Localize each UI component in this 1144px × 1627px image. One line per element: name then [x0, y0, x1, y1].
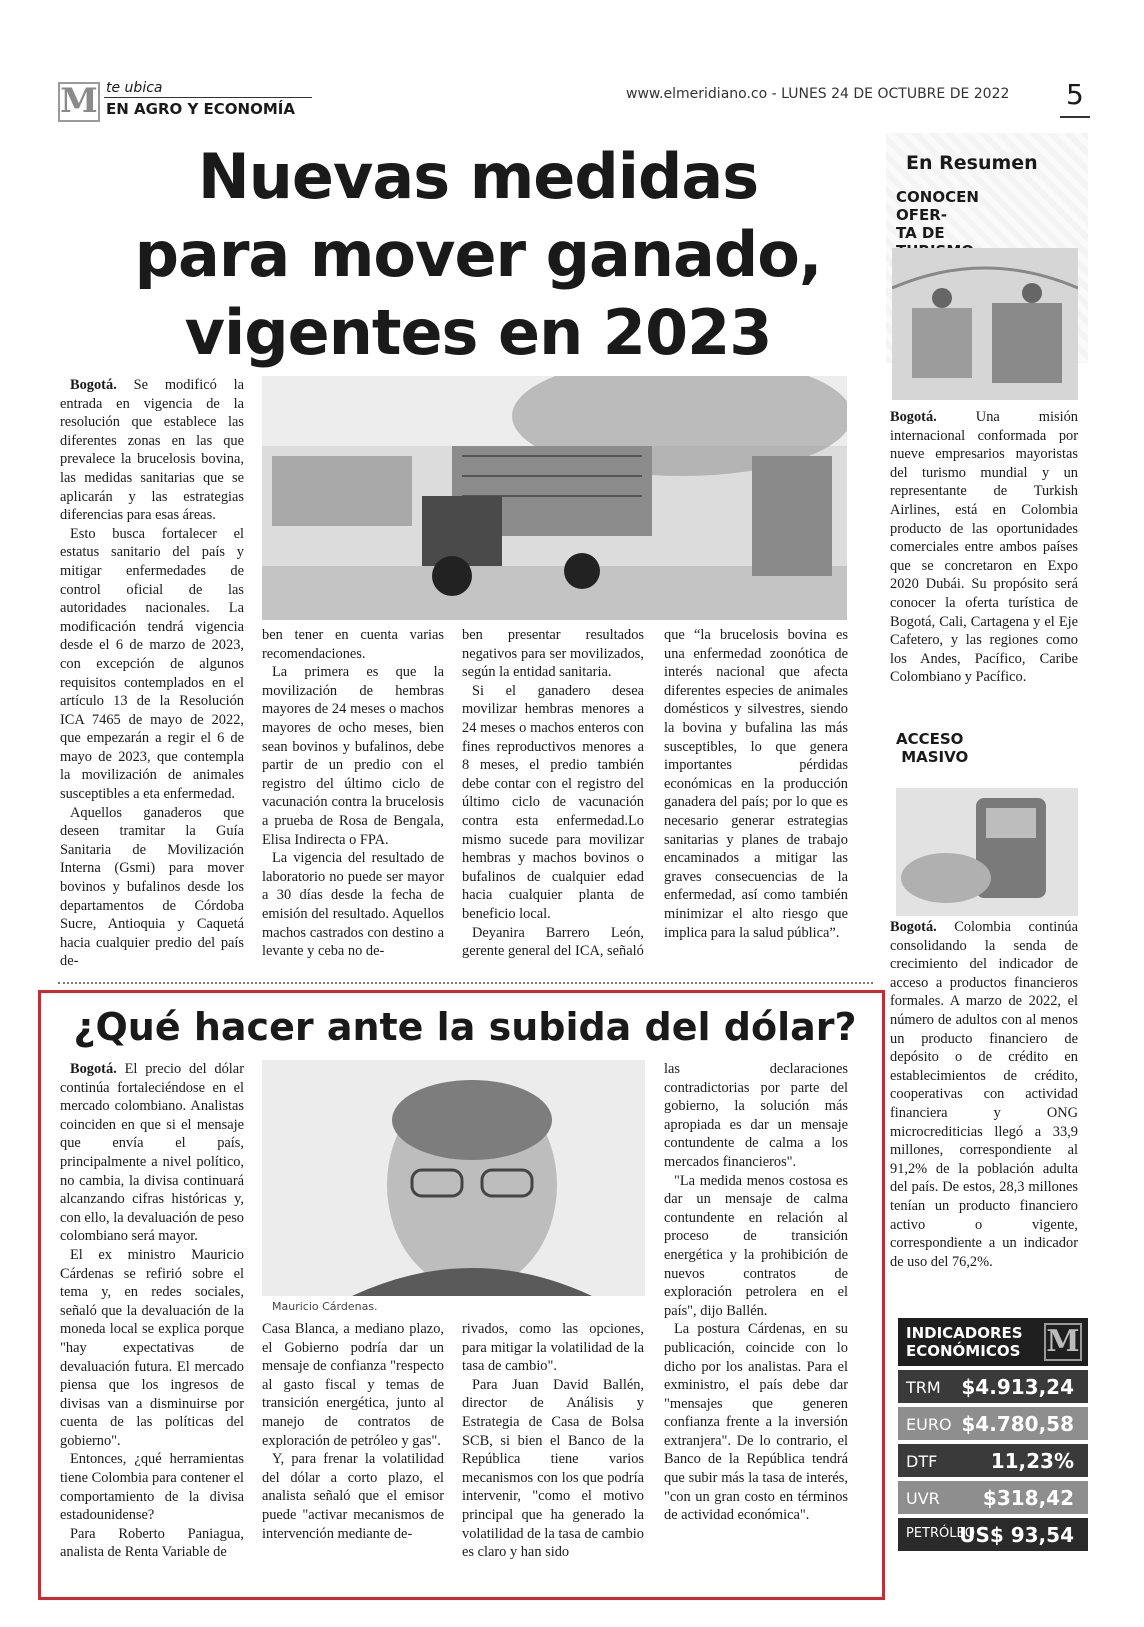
paragraph: Esto busca fortalecer el estatus sanitario del país y mitigar enfermedades de control oficial de las autoridades nacionales. La modificación tendrá vigencia desde el 6 de marzo de 2023, con excepción de algunos requisitos contemplados en el artículo 13 de la Resolución ICA 7465 de mayo de 2022, que empezarán a regir el 6 de mayo de 2023, que contempla la movilización de animales susceptibles a eta enfermedad.	[60, 525, 244, 803]
photo-caption: Mauricio Cárdenas.	[272, 1300, 378, 1313]
paragraph: "La medida menos costosa es dar un mensaje de calma contundente en relación al proceso de transición energética y la prohibición de nuevos contratos de exploración petrolera en el país", dijo Ballén.	[664, 1172, 848, 1319]
paragraph: Casa Blanca, a mediano plazo, el Gobierno podría dar un mensaje de confianza "respecto al gasto fiscal y temas de transición energética, junto al manejo de contratos de exploración de petróleo y gas".	[262, 1321, 444, 1449]
main-article-col-1	[60, 376, 244, 971]
indicators-header	[898, 1318, 1088, 1366]
indicator-row	[898, 1518, 1088, 1551]
second-article-col-2	[262, 1320, 444, 1543]
newspaper-logo: M	[58, 82, 100, 122]
paragraph: El precio del dólar continúa fortaleciéndose en el mercado colombiano. Analistas coinciden en que si el mensaje que envía el país, principalmente a nivel político, no cambia, la divisa continuará alcanzando cifras históricas y, con ello, la devaluación de peso colombiano será mayor.	[60, 1061, 244, 1245]
indicator-label: EURO	[906, 1415, 952, 1434]
main-article-col-3	[462, 626, 644, 961]
section-divider	[104, 97, 312, 98]
indicator-row	[898, 1370, 1088, 1403]
portrait-illustration	[262, 1060, 645, 1296]
card-payment-photo	[896, 788, 1078, 916]
paragraph: ben tener en cuenta varias recomendaciones.	[262, 627, 444, 662]
paragraph: las declaraciones contradictorias por parte del gobierno, la solución más apropiada es dar un mensaje contundente de calma a los mercados financieros".	[664, 1061, 848, 1170]
cattle-truck-illustration	[262, 376, 847, 620]
indicators-title: INDICADORES ECONÓMICOS	[906, 1324, 1023, 1360]
page-number-underline	[1060, 116, 1090, 118]
paragraph: que “la brucelosis bovina es una enfermedad zoonótica de interés nacional que afecta diferentes especies de animales domésticos y silvestres, siendo la bovina y bufalina las más susceptibles, lo que genera importantes pérdidas económicas en la producción ganadera del país; por lo que es necesario generar estrategias sanitarias y planes de trabajo encaminados a mitigar las graves consecuencias de la enfermedad, así como también minimizar el alto riesgo que implica para la salud pública”.	[664, 627, 848, 941]
indicator-label: TRM	[906, 1378, 941, 1397]
date-line: www.elmeridiano.co - LUNES 24 DE OCTUBRE DE 2022	[626, 86, 1010, 102]
second-article-col-4	[664, 1060, 848, 1525]
main-article-col-2	[262, 626, 444, 961]
sidebar-item-1-heading: CONOCEN OFER- TA DE	[896, 188, 979, 242]
indicator-row	[898, 1444, 1088, 1477]
page-number: 5	[1066, 78, 1084, 111]
main-headline: Nuevas medidas para mover ganado, vigentes en 2023	[134, 140, 822, 369]
tourism-illustration	[892, 248, 1078, 400]
second-article-col-1	[60, 1060, 244, 1562]
dateline: Bogotá.	[890, 409, 937, 425]
tourism-photo	[892, 248, 1078, 400]
mauricio-cardenas-photo	[262, 1060, 645, 1296]
paragraph: Una misión internacional conformada por nueve empresarios mayoristas del turismo mundial y un representante de Turkish Airlines, está en Colombia producto de las oportunidades comerciales entre ambos países que se concretaron en Expo 2020 Dubái. Su propósito será conocer la oferta turística de Bogotá, Cali, Cartagena y el Eje Cafetero, y las regiones como los Andes, Pacífico, Caribe Colombiano y Pacífico.	[890, 409, 1078, 686]
section-name: EN AGRO Y ECONOMÍA	[106, 100, 295, 118]
paragraph: ben presentar resultados negativos para ser movilizados, según la entidad sanitaria.	[462, 627, 644, 681]
second-article-col-3	[462, 1320, 644, 1562]
paragraph: La vigencia del resultado de laboratorio no puede ser mayor a 30 días desde la fecha de emisión del resultado. Aquellos machos castrados con destino a levante y ceba no de-	[262, 850, 444, 960]
indicator-label: DTF	[906, 1452, 938, 1471]
paragraph: Para Roberto Paniagua, analista de Renta Variable de	[60, 1525, 244, 1561]
second-headline: ¿Qué hacer ante la subida del dólar?	[73, 1005, 857, 1049]
indicator-row	[898, 1407, 1088, 1440]
paragraph: Se modificó la entrada en vigencia de la resolución que establece las diferentes zonas en las que prevalece la brucelosis bovina, las medidas sanitarias que se aplicarán y las estrategias diferencias para esas áreas.	[60, 377, 244, 524]
paragraph: Deyanira Barrero León, gerente general del ICA, señaló	[462, 924, 644, 960]
cattle-truck-photo	[262, 376, 847, 620]
paragraph: Entonces, ¿qué herramientas tiene Colombia para contener el comportamiento de la divisa estadounidense?	[60, 1451, 244, 1524]
paragraph: rivados, como las opciones, para mitigar la volatilidad de la tasa de cambio".	[462, 1321, 644, 1375]
indicator-label: UVR	[906, 1489, 940, 1508]
paragraph: Si el ganadero desea movilizar hembras menores a 24 meses o machos enteros con fines reproductivos menores a 8 meses, el predio también debe contar con el registro del último ciclo de vacunación contra esta enfermedad.Lo mismo sucede para movilizar hembras y machos bovinos o bufalinos de cualquier edad hacia cualquier planta de beneficio local.	[462, 682, 644, 922]
indicator-row	[898, 1481, 1088, 1514]
paragraph: Colombia continúa consolidando la senda de crecimiento del indicador de acceso a productos financieros formales. A marzo de 2022, el número de adultos con al menos un producto financiero de depósito o de crédito en establecimientos de crédito, cooperativas con actividad financiera y ONG microcrediticias llegó a 33,9 millones, correspondiente al 91,2% de la población adulta del país. De estos, 28,3 millones tenían un producto financiero activo o vigente, correspondiente a un indicador de uso del 76,2%.	[890, 919, 1078, 1270]
indicator-label: PETRÓLEO	[906, 1526, 975, 1541]
indicators-logo: M	[1044, 1323, 1082, 1361]
dateline: Bogotá.	[70, 1061, 117, 1077]
card-payment-illustration	[896, 788, 1078, 916]
sidebar-item-1-text	[890, 408, 1078, 687]
indicator-value: $4.913,24	[961, 1375, 1074, 1399]
paragraph: Y, para frenar la volatilidad del dólar a corto plazo, el analista señaló que el emisor puede "activar mecanismos de intervención mediante de-	[262, 1451, 444, 1542]
indicator-value: $318,42	[982, 1486, 1074, 1510]
sidebar-item-2-text	[890, 918, 1078, 1271]
dateline: Bogotá.	[890, 919, 937, 935]
sidebar-item-2-heading: ACCESO MASIVO	[896, 730, 969, 766]
paragraph: El ex ministro Mauricio Cárdenas se refirió sobre el tema y, en redes sociales, señaló que la devaluación de la moneda local se explica porque "hay expectativas de devaluación futura. El mercado piensa que los ingresos de divisas van a disminuirse por cuenta de las políticas del gobierno".	[60, 1246, 244, 1449]
paragraph: La primera es que la movilización de hembras mayores de 24 meses o machos mayores de ocho meses, bien sean bovinos y bufalinos, debe partir de un predio con el registro del último ciclo de vacunación contra la brucelosis a prueba de Rosa de Bengala, Elisa Indirecta o FPA.	[262, 664, 444, 848]
dateline: Bogotá.	[70, 377, 117, 393]
section-kicker: te ubica	[106, 80, 163, 96]
dotted-divider	[58, 982, 873, 986]
paragraph: Para Juan David Ballén, director de Análisis y Estrategia de Casa de Bolsa SCB, si bien el Banco de la República tiene varios mecanismos con los que podría intervenir, "como el motivo principal que ha generado la volatilidad de la tasa de cambio es claro y han sido	[462, 1376, 644, 1561]
main-article-col-4	[664, 626, 848, 942]
indicator-value: US$ 93,54	[959, 1523, 1074, 1547]
paragraph: Aquellos ganaderos que deseen tramitar la Guía Sanitaria de Movilización Interna (Gsmi) para mover bovinos y bufalinos desde los departamentos de Córdoba Sucre, Antioquia y Caquetá hacia cualquier predio del país de-	[60, 804, 244, 970]
sidebar-title: En Resumen	[906, 152, 1038, 174]
indicator-value: $4.780,58	[961, 1412, 1074, 1436]
paragraph: La postura Cárdenas, en su publicación, coincide con lo dicho por los analistas. Para el exministro, el país debe dar "mensajes que generen confianza frente a la inversión extranjera". De lo contrario, el Banco de la República tendrá que subir más la tasa de interés, "con un gran costo en términos de actividad económica".	[664, 1321, 848, 1524]
indicator-value: 11,23%	[990, 1449, 1074, 1473]
